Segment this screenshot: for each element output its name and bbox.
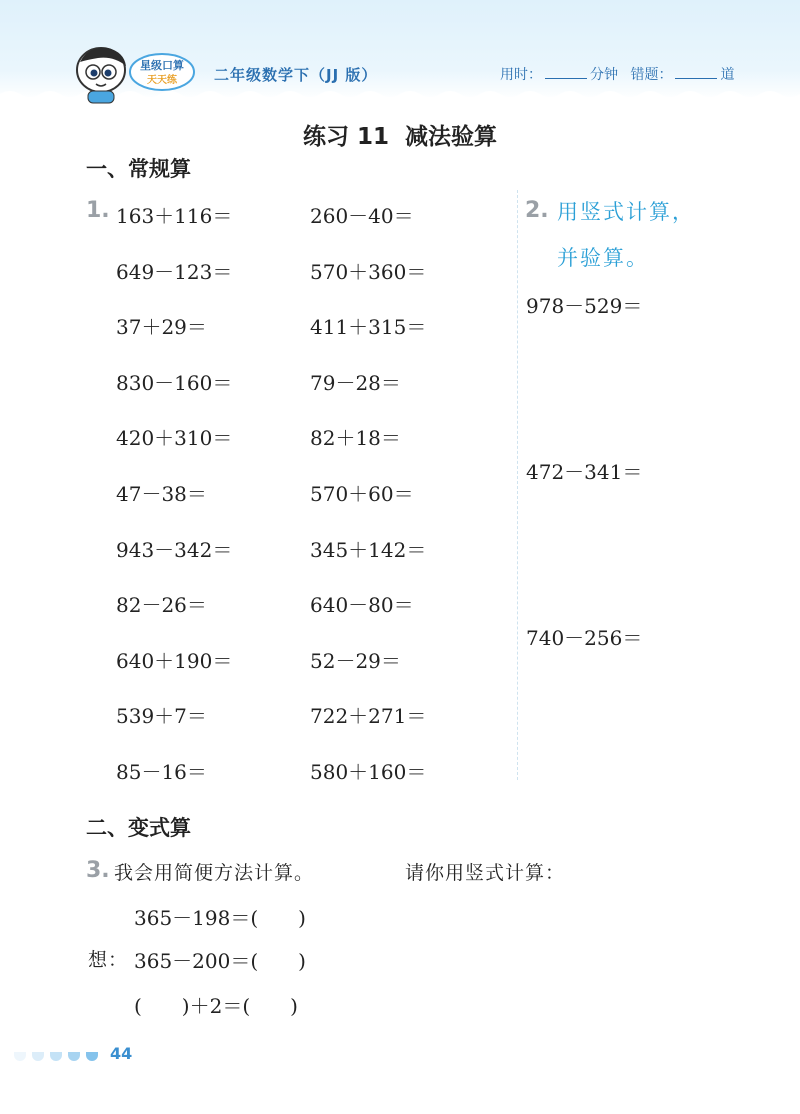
q1-col2-expression-6[interactable]: 570＋60＝	[310, 482, 414, 506]
q2-problem-1[interactable]: 978－529＝	[526, 294, 643, 318]
title-topic: 减法验算	[405, 124, 497, 150]
q1-col1-expression-6[interactable]: 47－38＝	[116, 482, 207, 506]
question-2-number: 2.	[525, 198, 549, 223]
time-label: 用时：	[500, 67, 542, 83]
footer-dot	[50, 1052, 62, 1061]
q1-col1-expression-1[interactable]: 163＋116＝	[116, 204, 233, 228]
q1-col1-expression-4[interactable]: 830－160＝	[116, 370, 233, 395]
time-unit: 分钟	[590, 67, 618, 83]
q3-line-1[interactable]: 365－198＝( )	[134, 906, 306, 930]
badge-subtitle: 天天练	[147, 75, 177, 86]
footer-dot	[14, 1052, 26, 1061]
q2-instruction-line1: 用竖式计算，	[557, 200, 695, 224]
badge-title: 星级口算	[140, 59, 184, 72]
q1-col1-expression-7[interactable]: 943－342＝	[116, 537, 233, 562]
question-1-number: 1.	[86, 198, 110, 223]
q3-line-3[interactable]: ( )＋2＝( )	[134, 994, 298, 1018]
q1-col1-expression-8[interactable]: 82－26＝	[116, 593, 207, 618]
q3-intro: 我会用简便方法计算。	[114, 862, 315, 884]
section-heading-regular: 一、常规算	[86, 157, 191, 181]
errors-unit: 道	[720, 67, 735, 83]
page-title	[0, 118, 800, 151]
question-3-number: 3.	[86, 858, 110, 883]
q1-col1-expression-3[interactable]: 37＋29＝	[116, 315, 207, 340]
q1-col2-expression-8[interactable]: 640－80＝	[310, 593, 414, 618]
q1-col2-expression-10[interactable]: 722＋271＝	[310, 704, 427, 729]
q3-line-2[interactable]: 365－200＝( )	[134, 949, 306, 973]
q1-col2-expression-4[interactable]: 79－28＝	[310, 370, 401, 395]
title-exercise-number: 练习 11	[302, 124, 389, 150]
q1-col2-expression-1[interactable]: 260－40＝	[310, 204, 414, 228]
q1-col1-expression-10[interactable]: 539＋7＝	[116, 704, 207, 729]
errors-blank[interactable]	[675, 66, 717, 79]
q1-col2-expression-7[interactable]: 345＋142＝	[310, 537, 427, 562]
footer-dot	[86, 1052, 98, 1061]
q1-col1-expression-5[interactable]: 420＋310＝	[116, 426, 233, 451]
q1-col2-expression-3[interactable]: 411＋315＝	[310, 315, 427, 340]
q3-right-prompt: 请你用竖式计算：	[405, 862, 566, 884]
column-divider	[517, 190, 518, 780]
q1-col2-expression-5[interactable]: 82＋18＝	[310, 426, 401, 451]
time-and-errors-field	[500, 64, 734, 84]
page-number: 44	[110, 1044, 133, 1063]
section-heading-variant: 二、变式算	[86, 816, 191, 840]
q2-instruction-line2: 并验算。	[557, 246, 649, 270]
footer-dot	[32, 1052, 44, 1061]
subject-label: 二年级数学下（JJ 版）	[214, 66, 378, 84]
q1-col2-expression-11[interactable]: 580＋160＝	[310, 760, 427, 784]
time-blank[interactable]	[545, 66, 587, 79]
mascot-icon	[74, 44, 132, 104]
q1-col1-expression-11[interactable]: 85－16＝	[116, 760, 207, 784]
q2-problem-2[interactable]: 472－341＝	[526, 460, 643, 484]
q1-col2-expression-2[interactable]: 570＋360＝	[310, 259, 427, 284]
q2-problem-3[interactable]: 740－256＝	[526, 626, 643, 650]
q1-col1-expression-2[interactable]: 649－123＝	[116, 259, 233, 284]
errors-label: 错题：	[630, 67, 673, 83]
series-logo-badge	[128, 52, 196, 92]
q3-think-label: 想：	[88, 949, 129, 971]
footer-dot	[68, 1052, 80, 1061]
q1-col2-expression-9[interactable]: 52－29＝	[310, 648, 401, 673]
q1-col1-expression-9[interactable]: 640＋190＝	[116, 648, 233, 673]
footer-dots-decoration	[14, 1046, 104, 1065]
